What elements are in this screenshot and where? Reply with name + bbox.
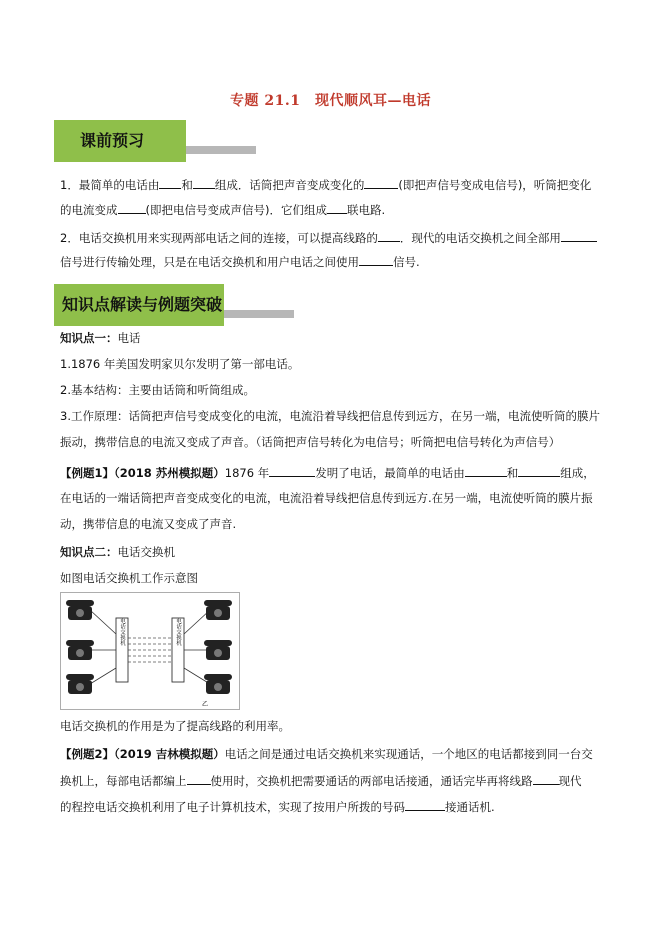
kp1-line-1: 1.1876 年美国发明家贝尔发明了第一部电话。 xyxy=(60,357,300,371)
answer-blank xyxy=(561,229,597,242)
text: 和 xyxy=(506,466,519,480)
example-1-line-1 xyxy=(60,464,595,481)
text: 和 xyxy=(181,178,193,192)
switch-label-right: 电话交换机 xyxy=(175,618,181,646)
example-2-line-2 xyxy=(60,772,582,789)
kp-title-value: 电话 xyxy=(117,331,141,345)
example-2-line-3 xyxy=(60,798,495,815)
switchboard-diagram-svg xyxy=(60,592,240,710)
text: 信号. xyxy=(393,255,420,269)
text: 的电流变成 xyxy=(60,203,118,217)
answer-blank xyxy=(327,201,347,214)
answer-blank xyxy=(364,176,398,189)
question-2-line-1 xyxy=(60,229,597,246)
text: 信号进行传输处理，只是在电话交换机和用户电话之间使用 xyxy=(60,255,359,269)
kp1-line-2: 2.基本结构：主要由话筒和听筒组成。 xyxy=(60,383,255,397)
answer-blank xyxy=(533,772,559,785)
banner-label: 课前预习 xyxy=(80,131,145,150)
answer-blank xyxy=(378,229,400,242)
answer-blank xyxy=(118,201,146,214)
banner-label: 知识点解读与例题突破 xyxy=(62,295,223,314)
text: (即把声信号变成电信号)，听筒把变化 xyxy=(398,178,592,192)
knowledge-point-1-heading xyxy=(60,330,141,346)
answer-blank xyxy=(187,772,211,785)
corner-label: 乙 xyxy=(202,701,209,708)
answer-blank xyxy=(465,464,507,477)
text: 现代 xyxy=(558,774,582,788)
example-tag: 【例题1】（2018 苏州模拟题） xyxy=(60,466,225,480)
answer-blank xyxy=(193,176,215,189)
kp1-line-3: 3.工作原理：话筒把声信号变成变化的电流，电流沿着导线把信息传到远方，在另一端，电流使听筒的膜片 xyxy=(60,409,600,423)
text: 接通话机. xyxy=(445,800,495,814)
text: 组成， xyxy=(560,466,595,480)
text: 的程控电话交换机利用了电子计算机技术，实现了按用户所拨的号码 xyxy=(60,800,405,814)
section-banner-preview xyxy=(54,120,244,162)
question-2-line-2 xyxy=(60,253,420,270)
text: 联电路. xyxy=(346,203,386,217)
text: 组成．话筒把声音变成变化的 xyxy=(214,178,365,192)
example-tag: 【例题2】（2019 吉林模拟题） xyxy=(60,747,225,761)
example-1-line-2: 在电话的一端话筒把声音变成变化的电流，电流沿着导线把信息传到远方.在另一端，电流使听筒的膜片振 xyxy=(60,491,593,505)
answer-blank xyxy=(405,798,445,811)
question-1-line-1 xyxy=(60,176,591,193)
text: 使用时，交换机把需要通话的两部电话接通，通话完毕再将线路 xyxy=(210,774,533,788)
text: 换机上，每部电话都编上 xyxy=(60,774,187,788)
answer-blank xyxy=(518,464,560,477)
example-2-line-1 xyxy=(60,746,593,762)
answer-blank xyxy=(359,253,393,266)
kp-title: 知识点二： xyxy=(60,545,118,559)
example-1-line-3: 动，携带信息的电流又变成了声音. xyxy=(60,517,237,531)
text: ．现代的电话交换机之间全部用 xyxy=(399,231,561,245)
kp1-line-4: 振动，携带信息的电流又变成了声音。（话筒把声信号转化为电信号；听筒把电信号转化为声信号） xyxy=(60,435,561,449)
section-banner-knowledge xyxy=(54,284,244,326)
answer-blank xyxy=(159,176,181,189)
figure-caption: 如图电话交换机工作示意图 xyxy=(60,571,198,585)
switchboard-purpose: 电话交换机的作用是为了提高线路的利用率。 xyxy=(60,719,290,733)
text: 发明了电话，最简单的电话由 xyxy=(315,466,465,480)
text: 1．最简单的电话由 xyxy=(60,178,160,192)
page-title: 专题 21.1 现代顺风耳—电话 xyxy=(230,93,431,109)
switchboard-diagram xyxy=(60,592,240,710)
text: 2．电话交换机用来实现两部电话之间的连接，可以提高线路的 xyxy=(60,231,378,245)
text: 1876 年 xyxy=(224,466,270,480)
kp-title-value: 电话交换机 xyxy=(117,545,175,559)
banner-stripe xyxy=(186,146,256,154)
knowledge-point-2-heading xyxy=(60,544,175,560)
text: 电话之间是通过电话交换机来实现通话，一个地区的电话都接到同一台交 xyxy=(224,747,593,761)
switch-label-left: 电话交换机 xyxy=(119,618,125,646)
kp-title: 知识点一： xyxy=(60,331,118,345)
question-1-line-2 xyxy=(60,201,385,218)
text: (即把电信号变成声信号)．它们组成 xyxy=(145,203,327,217)
banner-stripe xyxy=(224,310,294,318)
answer-blank xyxy=(269,464,315,477)
